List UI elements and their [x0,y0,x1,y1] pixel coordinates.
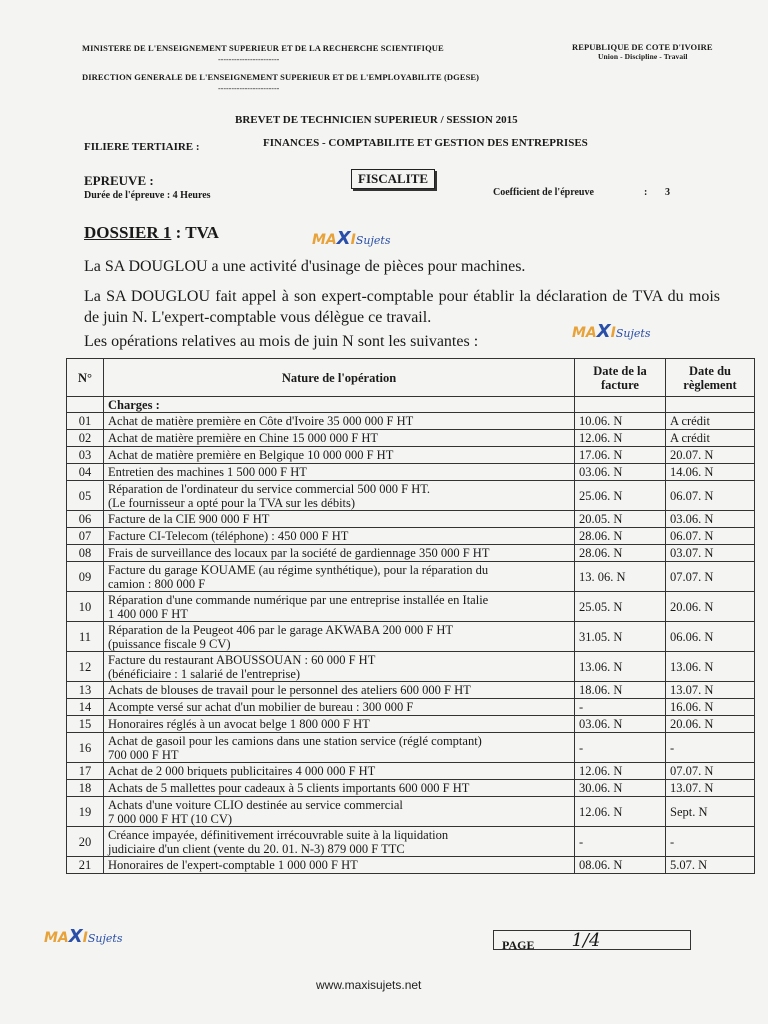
section-label: Charges : [104,397,575,413]
header-number: N° [67,359,104,397]
row-nature-line: Achat de gasoil pour les camions dans une station service (réglé comptant) [108,733,482,748]
row-number: 20 [67,827,104,857]
row-number: 09 [67,562,104,592]
row-payment-date: A crédit [666,430,755,447]
row-nature-line: Facture de la CIE 900 000 F HT [108,512,270,526]
row-nature-line: Réparation d'une commande numérique par une entreprise installée en Italie [108,592,489,607]
paragraph-activity: La SA DOUGLOU a une activité d'usinage de pièces pour machines. [84,258,526,275]
row-nature [104,797,575,827]
row-nature [104,592,575,622]
page-label: PAGE [502,938,535,952]
row-nature-line: Acompte versé sur achat d'un mobilier de bureau : 300 000 F [108,700,414,714]
row-nature-line: camion : 800 000 F [108,576,206,591]
row-number: 12 [67,652,104,682]
row-nature-line: Achats de 5 mallettes pour cadeaux à 5 clients importants 600 000 F HT [108,781,470,795]
row-number: 07 [67,528,104,545]
row-number: 04 [67,464,104,481]
row-nature [104,699,575,716]
row-number: 16 [67,733,104,763]
row-nature-line: Facture du garage KOUAME (au régime synthétique), pour la réparation du [108,562,489,577]
row-invoice-date: 13.06. N [575,652,666,682]
row-nature [104,481,575,511]
row-nature [104,511,575,528]
table-row [67,447,755,464]
row-nature [104,430,575,447]
row-invoice-date: 20.05. N [575,511,666,528]
row-nature-line: Frais de surveillance des locaux par la société de gardiennage 350 000 F HT [108,546,490,560]
table-row [67,413,755,430]
row-nature [104,763,575,780]
section-row [67,397,755,413]
row-nature [104,857,575,874]
table-row [67,763,755,780]
table-row [67,857,755,874]
row-nature [104,545,575,562]
row-payment-date: - [666,827,755,857]
header-invoice-date: Date de la facture [575,359,666,397]
row-nature-line: Réparation de la Peugeot 406 par le garage AKWABA 200 000 F HT [108,622,454,637]
row-nature [104,733,575,763]
row-number: 01 [67,413,104,430]
row-nature-line: judiciaire d'un client (vente du 20. 01. N-3) 879 000 F TTC [108,841,405,856]
row-payment-date: 5.07. N [666,857,755,874]
row-number: 10 [67,592,104,622]
row-number: 19 [67,797,104,827]
coefficient-label: Coefficient de l'épreuve [493,187,594,198]
row-number: 18 [67,780,104,797]
row-nature-line: Achat de matière première en Côte d'Ivoire 35 000 000 F HT [108,414,414,428]
row-nature [104,413,575,430]
row-payment-date: 13.07. N [666,780,755,797]
row-nature [104,716,575,733]
row-invoice-date: 03.06. N [575,464,666,481]
row-number: 08 [67,545,104,562]
filiere-value: FINANCES - COMPTABILITE ET GESTION DES ENTREPRISES [263,137,588,149]
table-row [67,592,755,622]
watermark-logo: MAXISujets [312,228,391,249]
row-invoice-date: 12.06. N [575,430,666,447]
row-invoice-date: 13. 06. N [575,562,666,592]
row-nature [104,780,575,797]
row-nature [104,827,575,857]
row-payment-date: 06.07. N [666,481,755,511]
direction-heading: DIRECTION GENERALE DE L'ENSEIGNEMENT SUPERIEUR ET DE L'EMPLOYABILITE (DGESE) [82,72,480,82]
row-nature [104,447,575,464]
row-invoice-date: 28.06. N [575,545,666,562]
row-nature [104,652,575,682]
table-row [67,464,755,481]
row-payment-date: 13.07. N [666,682,755,699]
row-payment-date: 06.07. N [666,528,755,545]
row-invoice-date: 30.06. N [575,780,666,797]
row-nature-line: Honoraires réglés à un avocat belge 1 800 000 F HT [108,717,370,731]
watermark-logo: MAXISujets [44,926,123,947]
republic-heading: REPUBLIQUE DE COTE D'IVOIRE [572,42,713,52]
row-invoice-date: 25.05. N [575,592,666,622]
row-nature-line: Achats de blouses de travail pour le personnel des ateliers 600 000 F HT [108,683,471,697]
header-nature: Nature de l'opération [104,359,575,397]
row-invoice-date: 28.06. N [575,528,666,545]
row-payment-date: 20.06. N [666,592,755,622]
row-invoice-date: 03.06. N [575,716,666,733]
row-number: 03 [67,447,104,464]
row-invoice-date: 17.06. N [575,447,666,464]
row-payment-date: 03.07. N [666,545,755,562]
row-number: 06 [67,511,104,528]
table-row [67,652,755,682]
exam-title: BREVET DE TECHNICIEN SUPERIEUR / SESSION 2015 [235,114,518,126]
header-payment-date: Date du règlement [666,359,755,397]
row-invoice-date: 12.06. N [575,763,666,780]
row-number: 02 [67,430,104,447]
row-invoice-date: 12.06. N [575,797,666,827]
epreuve-subject-box: FISCALITE [351,169,435,189]
table-row [67,797,755,827]
row-invoice-date: 31.05. N [575,622,666,652]
table-row [67,716,755,733]
republic-motto: Union - Discipline - Travail [598,52,688,61]
table-row [67,699,755,716]
row-nature-line: Facture CI-Telecom (téléphone) : 450 000 F HT [108,529,349,543]
row-invoice-date: - [575,733,666,763]
row-nature [104,562,575,592]
row-nature-line: Honoraires de l'expert-comptable 1 000 000 F HT [108,858,358,872]
paragraph-mission: La SA DOUGLOU fait appel à son expert-comptable pour établir la déclaration de TVA du mois de juin N. L'expert-comptable vous délègue ce travail. [84,288,720,326]
row-payment-date: 14.06. N [666,464,755,481]
row-nature-line: 1 400 000 F HT [108,606,188,621]
row-number: 14 [67,699,104,716]
row-nature-line: Achats d'une voiture CLIO destinée au service commercial [108,797,403,812]
row-nature-line: Achat de matière première en Chine 15 000 000 F HT [108,431,379,445]
row-invoice-date: 10.06. N [575,413,666,430]
row-nature-line: (bénéficiaire : 1 salarié de l'entreprise) [108,666,301,681]
row-number: 17 [67,763,104,780]
direction-separator: ----------------------- [218,84,280,93]
row-number: 05 [67,481,104,511]
row-payment-date: 07.07. N [666,562,755,592]
table-row [67,622,755,652]
paragraph-operations-intro: Les opérations relatives au mois de juin N sont les suivantes : [84,333,479,350]
table-row [67,511,755,528]
table-row [67,562,755,592]
table-row [67,827,755,857]
row-payment-date: Sept. N [666,797,755,827]
row-nature-line: 700 000 F HT [108,747,179,762]
row-nature-line: Réparation de l'ordinateur du service commercial 500 000 F HT. [108,481,431,496]
row-nature [104,528,575,545]
row-nature-line: Créance impayée, définitivement irrécouvrable suite à la liquidation [108,827,449,842]
row-payment-date: 20.07. N [666,447,755,464]
operations-table [66,358,755,874]
dossier-number: DOSSIER 1 [84,223,172,242]
exam-duration: Durée de l'épreuve : 4 Heures [84,190,211,201]
row-nature [104,464,575,481]
row-payment-date: 16.06. N [666,699,755,716]
row-payment-date: 06.06. N [666,622,755,652]
table-row [67,682,755,699]
row-nature [104,682,575,699]
row-nature [104,622,575,652]
footer-website: www.maxisujets.net [316,978,422,992]
table-header-row [67,359,755,397]
row-nature-line: 7 000 000 F HT (10 CV) [108,811,233,826]
ministry-heading: MINISTERE DE L'ENSEIGNEMENT SUPERIEUR ET DE LA RECHERCHE SCIENTIFIQUE [82,43,444,53]
row-invoice-date: - [575,699,666,716]
table-row [67,528,755,545]
epreuve-label: EPREUVE : [84,173,154,188]
row-payment-date: 07.07. N [666,763,755,780]
table-row [67,545,755,562]
ministry-separator: ----------------------- [218,55,280,64]
coefficient-value: 3 [665,187,670,198]
row-number: 13 [67,682,104,699]
row-payment-date: - [666,733,755,763]
row-invoice-date: 08.06. N [575,857,666,874]
table-row [67,481,755,511]
dossier-title [84,223,219,243]
row-invoice-date: - [575,827,666,857]
filiere-label: FILIERE TERTIAIRE : [84,141,200,153]
row-number: 11 [67,622,104,652]
table-row [67,430,755,447]
row-nature-line: Entretien des machines 1 500 000 F HT [108,465,307,479]
page-indicator [493,930,691,950]
row-invoice-date: 25.06. N [575,481,666,511]
row-number: 15 [67,716,104,733]
row-payment-date: A crédit [666,413,755,430]
table-row [67,733,755,763]
table-row [67,780,755,797]
row-nature-line: Facture du restaurant ABOUSSOUAN : 60 000 F HT [108,652,376,667]
row-payment-date: 03.06. N [666,511,755,528]
row-payment-date: 13.06. N [666,652,755,682]
row-number: 21 [67,857,104,874]
page-number: 1/4 [571,930,601,951]
row-nature-line: Achat de matière première en Belgique 10 000 000 F HT [108,448,394,462]
row-invoice-date: 18.06. N [575,682,666,699]
row-nature-line: Achat de 2 000 briquets publicitaires 4 000 000 F HT [108,764,376,778]
row-payment-date: 20.06. N [666,716,755,733]
row-nature-line: (puissance fiscale 9 CV) [108,636,231,651]
coefficient-separator: : [644,187,648,198]
row-nature-line: (Le fournisseur a opté pour la TVA sur les débits) [108,495,356,510]
watermark-logo: MAXISujets [572,321,651,342]
dossier-topic: : TVA [171,223,219,242]
